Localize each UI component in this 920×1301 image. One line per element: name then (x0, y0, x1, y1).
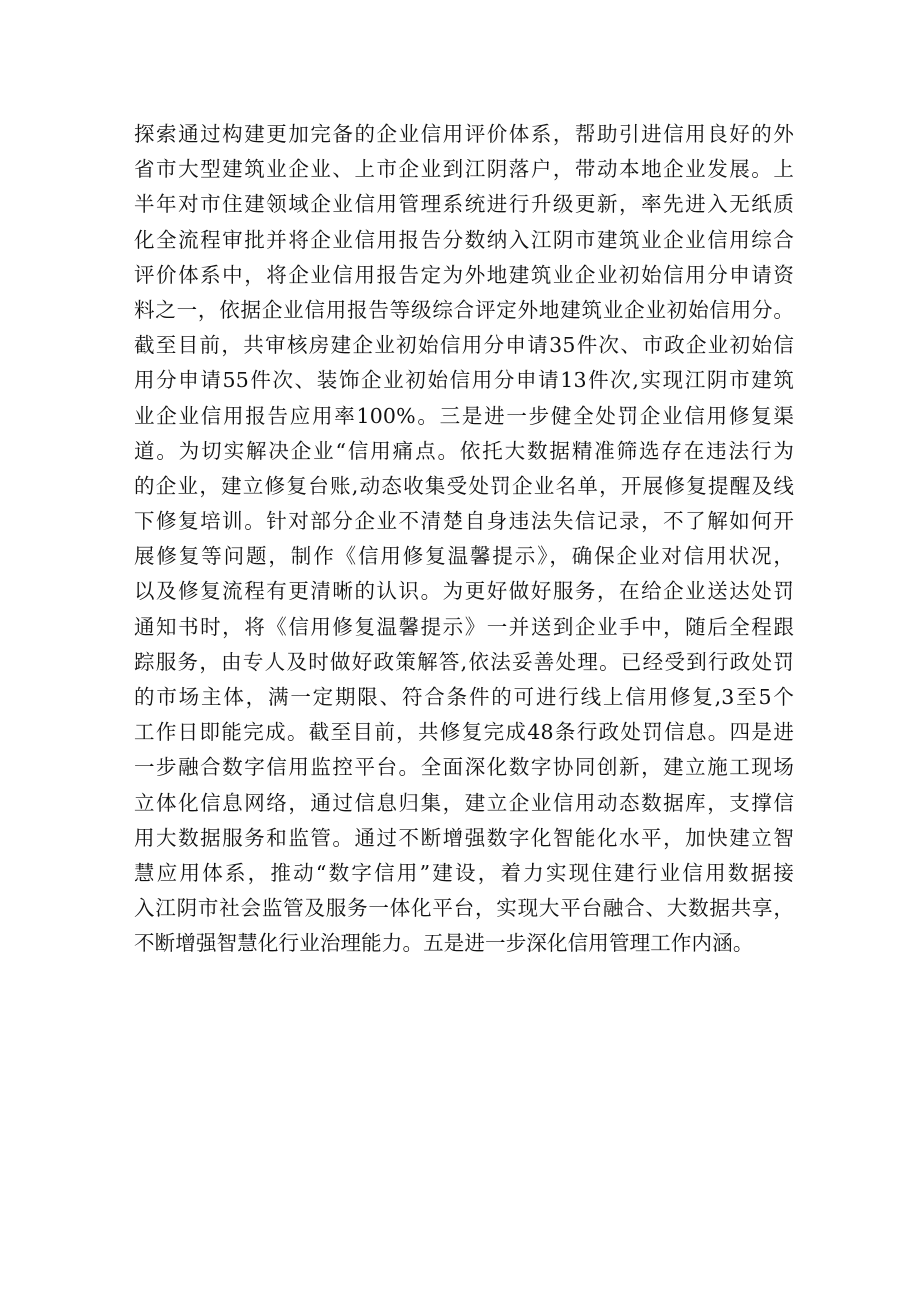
text-line: 评价体系中，将企业信用报告定为外地建筑业企业初始信用分申请资 (134, 262, 794, 287)
text-line: 工作日即能完成。截至目前，共修复完成48条行政处罚信息。四是进 (134, 720, 794, 745)
text-line: 慧应用体系，推动“数字信用”建设，着力实现住建行业信用数据接 (134, 860, 794, 885)
text-line: 立体化信息网络，通过信息归集，建立企业信用动态数据库，支撑信 (134, 790, 794, 815)
text-line: 以及修复流程有更清晰的认识。为更好做好服务，在给企业送达处罚 (134, 579, 794, 604)
text-line: 下修复培训。针对部分企业不清楚自身违法失信记录，不了解如何开 (134, 509, 794, 534)
text-line: 一步融合数字信用监控平台。全面深化数字协同创新，建立施工现场 (134, 755, 794, 780)
text-line: 探索通过构建更加完备的企业信用评价体系，帮助引进信用良好的外 (134, 122, 794, 146)
text-line: 用大数据服务和监管。通过不断增强数字化智能化水平，加快建立智 (134, 825, 794, 850)
text-line: 化全流程审批并将企业信用报告分数纳入江阴市建筑业企业信用综合 (134, 227, 794, 252)
text-line: 不断增强智慧化行业治理能力。五是进一步深化信用管理工作内涵。 (134, 931, 754, 956)
text-line: 截至目前，共审核房建企业初始信用分申请35件次、市政企业初始信 (134, 333, 794, 358)
text-line: 省市大型建筑业企业、上市企业到江阴落户，带动本地企业发展。上 (134, 157, 794, 182)
text-line: 通知书时，将《信用修复温馨提示》一并送到企业手中，随后全程跟 (134, 614, 794, 639)
text-line: 的企业，建立修复台账,动态收集受处罚企业名单，开展修复提醒及线 (134, 473, 794, 498)
body-paragraph (134, 117, 794, 962)
text-line: 入江阴市社会监管及服务一体化平台，实现大平台融合、大数据共享， (134, 896, 794, 921)
text-line: 的市场主体，满一定期限、符合条件的可进行线上信用修复,3至5个 (134, 685, 794, 709)
text-line: 道。为切实解决企业“信用痛点。依托大数据精准筛选存在违法行为 (134, 438, 794, 463)
text-line: 踪服务，由专人及时做好政策解答,依法妥善处理。已经受到行政处罚 (134, 649, 794, 674)
text-line: 半年对市住建领域企业信用管理系统进行升级更新，率先进入无纸质 (134, 192, 794, 217)
text-line: 业企业信用报告应用率100%。三是进一步健全处罚企业信用修复渠 (134, 403, 794, 428)
text-line: 用分申请55件次、装饰企业初始信用分申请13件次,实现江阴市建筑 (134, 368, 794, 393)
text-line: 展修复等问题，制作《信用修复温馨提示》，确保企业对信用状况， (134, 544, 794, 569)
text-line: 料之一，依据企业信用报告等级综合评定外地建筑业企业初始信用分。 (134, 297, 794, 322)
